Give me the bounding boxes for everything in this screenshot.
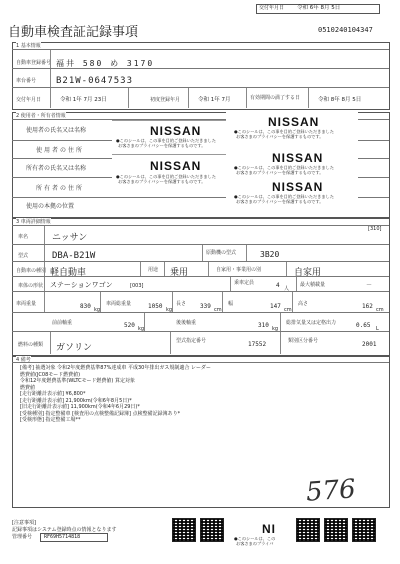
model-label: 型式 bbox=[18, 253, 29, 259]
width-label: 幅 bbox=[228, 301, 234, 307]
gross-weight-value: 1050 bbox=[148, 303, 163, 310]
expiry-label: 有効期間の満了する日 bbox=[250, 95, 301, 101]
chassis-label: 車台番号 bbox=[16, 78, 37, 84]
user-name-label: 使用者の氏名又は名称 bbox=[26, 127, 87, 134]
qr-code bbox=[172, 518, 196, 542]
maker-code: [310] bbox=[368, 226, 382, 232]
remarks-heading: 4 備考 bbox=[16, 357, 31, 363]
issued-label: 交付年月日 bbox=[16, 97, 42, 103]
user-address-label: 使用者の住所 bbox=[36, 147, 85, 154]
qr-code bbox=[296, 518, 320, 542]
issue-date-label: 交付年月日 bbox=[259, 5, 285, 11]
nissan-logo: NISSAN bbox=[272, 180, 324, 194]
issued-value: 令和 1年 7月 23日 bbox=[60, 97, 107, 103]
privacy-sticker: NISSAN ●このシールは、この事を目的ご登録いただきました お客さまのプライバシーを保護するものです。 bbox=[226, 112, 358, 142]
fuel-value: ガソリン bbox=[56, 343, 93, 353]
chassis-value: B21W-0647533 bbox=[56, 76, 134, 86]
maker-value: ニッサン bbox=[52, 233, 88, 243]
page-title: 自動車検査証記録事項 bbox=[8, 25, 139, 40]
weight-label: 車両重量 bbox=[16, 301, 37, 307]
width-value: 147 bbox=[270, 303, 281, 310]
remark-line: [受検形態] 指定整備工場** bbox=[20, 417, 81, 423]
type-number-label: 型式指定番号 bbox=[176, 338, 207, 344]
remark-line: [備考] 抽選対象 令和2年度燃費基準87%達成車 平成30年排出ガス規制適合 レーダー bbox=[20, 365, 211, 371]
nissan-logo: NI bbox=[262, 522, 276, 536]
handwritten-number: 576 bbox=[305, 474, 357, 508]
kind-value: 軽自動車 bbox=[50, 268, 87, 278]
document-number: 0510240104347 bbox=[318, 26, 373, 34]
rear-axle-label: 後後軸重 bbox=[176, 320, 197, 326]
qr-code bbox=[200, 518, 224, 542]
front-axle-value: 520 bbox=[124, 322, 135, 329]
serial-number: RF69H5714818 bbox=[44, 534, 81, 540]
nissan-logo: NISSAN bbox=[150, 124, 202, 138]
purpose-label: 自家用・事業用の別 bbox=[216, 267, 262, 273]
privacy-sticker: NISSAN ●このシールは、この事を目的ご登録いただきました お客さまのプライバシーを保護するものです。 bbox=[112, 120, 234, 149]
body-code: [003] bbox=[130, 283, 144, 289]
gross-weight-label: 車両総重量 bbox=[106, 301, 132, 307]
max-load-value: － bbox=[366, 282, 373, 289]
height-value: 162 bbox=[362, 303, 373, 310]
engine-value: 3B20 bbox=[260, 250, 280, 259]
remark-line: [旧走行距離計表示値] 11,900km(令和4年6月29日)* bbox=[20, 404, 140, 410]
capacity-label: 乗車定員 bbox=[234, 280, 255, 286]
nissan-logo: NISSAN bbox=[268, 115, 320, 129]
user-owner-heading: 2 使用者・所有者情報 bbox=[16, 113, 66, 119]
class-number-value: 2001 bbox=[362, 341, 377, 348]
weight-value: 830 bbox=[80, 303, 91, 310]
length-label: 長さ bbox=[176, 301, 187, 307]
nissan-logo: NISSAN bbox=[150, 159, 202, 173]
max-load-label: 最大積載量 bbox=[300, 282, 326, 288]
notice-line: 記録事項はシステム登録時点の情報となります bbox=[12, 527, 117, 533]
displacement-label: 総排気量又は定格出力 bbox=[286, 320, 337, 326]
owner-name-label: 所有者の氏名又は名称 bbox=[26, 165, 87, 172]
expiry-value: 令和 8年 8月 5日 bbox=[318, 97, 362, 103]
reg-number-label: 自動車登録番号 bbox=[16, 60, 52, 66]
type-number-value: 17552 bbox=[248, 341, 267, 348]
model-value: DBA-B21W bbox=[52, 251, 96, 261]
rear-axle-value: 310 bbox=[258, 322, 269, 329]
privacy-sticker: NISSAN ●このシールは、この事を目的ご登録いただきました お客さまのプライバシーを保護するものです。 bbox=[226, 176, 358, 206]
class-number-label: 類別区分番号 bbox=[288, 338, 319, 344]
nissan-logo: NISSAN bbox=[272, 151, 324, 165]
first-reg-label: 初度登録年月 bbox=[150, 97, 181, 103]
notice-heading: [注意事項] bbox=[12, 520, 36, 526]
qr-code bbox=[324, 518, 348, 542]
base-location-label: 使用の本拠の位置 bbox=[26, 203, 75, 210]
remark-line: [走行距離計表示値] 21,900km(令和6年8月5日)* bbox=[20, 397, 132, 404]
privacy-sticker: NISSAN ●このシールは、この事を目的ご登録いただきました お客さまのプライバシーを保護するものです。 bbox=[226, 146, 358, 176]
engine-label: 原動機の型式 bbox=[206, 250, 237, 256]
remark-line: [走行距離計表示値] ¥6,800* bbox=[20, 391, 86, 397]
displacement-value: 0.65 bbox=[356, 322, 371, 329]
first-reg-value: 令和 1年 7月 bbox=[198, 97, 231, 103]
body-value: ステーションワゴン bbox=[50, 281, 113, 289]
issue-date-value: 令和 6年 8月 5日 bbox=[297, 5, 341, 11]
privacy-sticker: NISSAN ●このシールは、この事を目的ご登録いただきました お客さまのプライバシーを保護するものです。 bbox=[112, 154, 234, 185]
body-label: 車体の形状 bbox=[18, 283, 44, 289]
basic-info-heading: 1 基本情報 bbox=[16, 43, 41, 49]
fuel-label: 燃料の種類 bbox=[18, 342, 44, 348]
height-label: 高さ bbox=[298, 301, 309, 307]
front-axle-label: 前前軸重 bbox=[52, 320, 73, 326]
remark-line: 燃費値(JC08モード燃費値) bbox=[20, 371, 81, 378]
reg-number-value: 福井 580 め 3170 bbox=[56, 59, 155, 68]
privacy-sticker: NI ●このシールは、この お客さまのプライバ bbox=[228, 514, 288, 548]
remark-line: 令和12年度燃費基準(WLTCモード燃費値) 算定対象 bbox=[20, 378, 135, 384]
use-label: 用途 bbox=[148, 267, 159, 273]
kind-label: 自動車の種別 bbox=[16, 268, 47, 274]
maker-label: 車名 bbox=[18, 234, 29, 240]
remark-line: 燃費値 bbox=[20, 384, 36, 391]
management-label: 管理番号 bbox=[12, 534, 33, 540]
purpose-value: 自家用 bbox=[294, 268, 322, 278]
length-value: 339 bbox=[200, 303, 211, 310]
capacity-value: 4 bbox=[276, 282, 280, 289]
owner-address-label: 所有者の住所 bbox=[36, 185, 85, 192]
qr-code bbox=[352, 518, 376, 542]
vehicle-detail-heading: 3 車両詳細情報 bbox=[16, 219, 51, 225]
remark-line: [受検種別] 指定整備車 [検査用の点検整備記録簿] 点検整備記録簿あり* bbox=[20, 410, 181, 417]
use-value: 乗用 bbox=[170, 268, 189, 278]
